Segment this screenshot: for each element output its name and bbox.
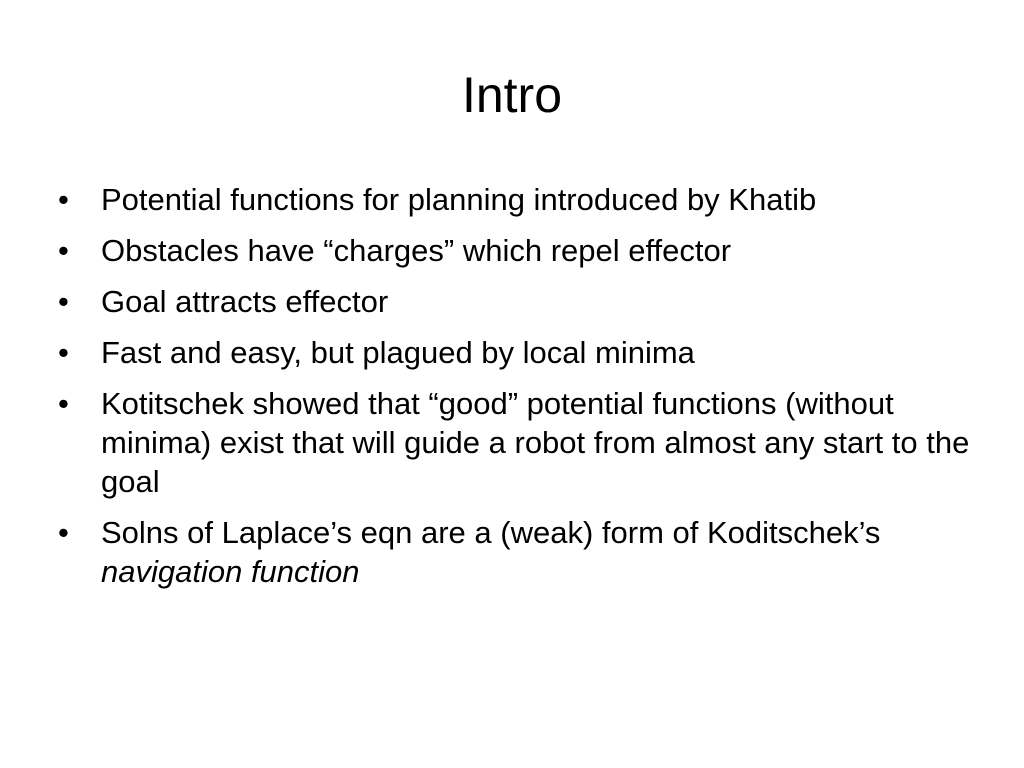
bullet-text: Kotitschek showed that “good” potential functions (without minima) exist that will guide a robot from almost any start to the goal <box>101 386 970 499</box>
bullet-item <box>58 513 978 591</box>
bullet-text: Obstacles have “charges” which repel effector <box>101 233 732 268</box>
bullet-dot-icon: • <box>58 335 69 370</box>
bullet-dot-icon: • <box>58 182 69 217</box>
slide-title: Intro <box>461 67 563 123</box>
bullet-text: Fast and easy, but plagued by local minima <box>101 335 695 370</box>
bullet-item <box>58 231 978 270</box>
bullet-item <box>58 384 978 501</box>
bullet-emphasis-text: navigation function <box>101 554 360 589</box>
bullet-item <box>58 180 978 219</box>
bullet-list <box>58 180 978 603</box>
bullet-text: Potential functions for planning introduced by Khatib <box>101 182 817 217</box>
bullet-dot-icon: • <box>58 386 69 421</box>
bullet-item <box>58 282 978 321</box>
bullet-item <box>58 333 978 372</box>
bullet-dot-icon: • <box>58 284 69 319</box>
bullet-dot-icon: • <box>58 515 69 550</box>
bullet-text: Solns of Laplace’s eqn are a (weak) form of Koditschek’s <box>101 515 881 550</box>
bullet-dot-icon: • <box>58 233 69 268</box>
bullet-text: Goal attracts effector <box>101 284 389 319</box>
